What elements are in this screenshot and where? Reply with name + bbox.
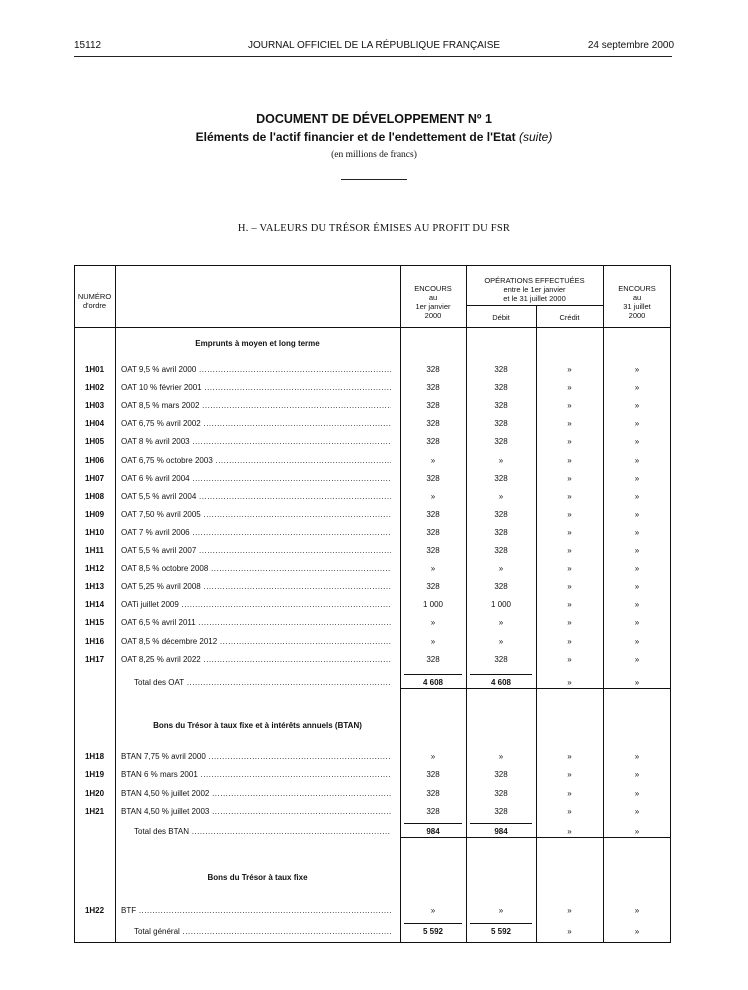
row-label: OAT 8,5 % décembre 2012 ..... — [121, 637, 391, 646]
total-underline — [470, 823, 532, 824]
row-label: OAT 5,5 % avril 2004 ..... — [121, 492, 391, 501]
debit-value: 328 — [494, 546, 508, 555]
table-row — [74, 653, 671, 667]
debit-value: 328 — [494, 401, 508, 410]
encours-end-value: » — [634, 474, 640, 483]
debit-value: 328 — [494, 582, 508, 591]
encours-start-value: 328 — [426, 546, 440, 555]
header-operations: OPÉRATIONS EFFECTUÉES entre le 1er janvier et le 31 juillet 2000 — [484, 276, 585, 303]
encours-end-value: » — [634, 752, 640, 761]
credit-value: » — [567, 906, 572, 915]
total-underline — [470, 923, 532, 924]
credit-value: » — [567, 419, 572, 428]
journal-title: JOURNAL OFFICIEL DE LA RÉPUBLIQUE FRANÇAISE — [247, 40, 501, 51]
encours-end-value: » — [634, 528, 640, 537]
row-number: 1H18 — [84, 752, 105, 761]
credit-value: » — [567, 655, 572, 664]
encours-start-value: 328 — [426, 807, 440, 816]
encours-start-value: 328 — [426, 582, 440, 591]
encours-start-value: 328 — [426, 437, 440, 446]
row-number: 1H08 — [84, 492, 105, 501]
table-row — [74, 750, 671, 764]
encours-start-value: 328 — [426, 474, 440, 483]
debit-value: 1 000 — [490, 600, 512, 609]
encours-end-value: » — [634, 419, 640, 428]
credit-value: » — [567, 807, 572, 816]
debit-value: » — [498, 618, 504, 627]
table-row — [74, 904, 671, 918]
encours-end-value: » — [634, 637, 640, 646]
encours-start-value: 328 — [426, 419, 440, 428]
row-number: 1H04 — [84, 419, 105, 428]
debit-value: 4 608 — [490, 678, 512, 687]
debit-value: » — [498, 492, 504, 501]
table-row — [74, 635, 671, 649]
encours-start-value: » — [430, 456, 436, 465]
document-title: DOCUMENT DE DÉVELOPPEMENT Nº 1 — [256, 112, 492, 126]
header-bottom-rule — [74, 327, 671, 328]
row-number: 1H02 — [84, 383, 105, 392]
row-number: 1H22 — [84, 906, 105, 915]
row-number: 1H21 — [84, 807, 105, 816]
encours-start-value: 328 — [426, 510, 440, 519]
debit-value: 328 — [494, 474, 508, 483]
document-subtitle: Eléments de l'actif financier et de l'endettement de l'Etat (suite) — [195, 130, 553, 144]
encours-start-value: 5 592 — [422, 927, 444, 936]
encours-start-value: » — [430, 564, 436, 573]
debit-value: 984 — [494, 827, 508, 836]
table-row — [74, 768, 671, 782]
encours-end-value: » — [634, 827, 640, 836]
row-label: BTF ..... — [121, 906, 391, 915]
credit-value: » — [567, 437, 572, 446]
credit-value: » — [567, 752, 572, 761]
row-number: 1H15 — [84, 618, 105, 627]
debit-value: 328 — [494, 419, 508, 428]
row-label: BTAN 6 % mars 2001 ..... — [121, 770, 391, 779]
debit-value: 328 — [494, 437, 508, 446]
total-row — [74, 825, 671, 839]
encours-end-value: » — [634, 510, 640, 519]
credit-value: » — [567, 401, 572, 410]
total-underline — [404, 823, 462, 824]
debit-value: 328 — [494, 528, 508, 537]
row-label: Total des OAT ..... — [134, 678, 391, 687]
row-number: 1H14 — [84, 600, 105, 609]
row-label: OAT 6,5 % avril 2011 ..... — [121, 618, 391, 627]
debit-value: 5 592 — [490, 927, 512, 936]
row-label: BTAN 4,50 % juillet 2003 ..... — [121, 807, 391, 816]
encours-end-value: » — [634, 564, 640, 573]
header-encours-start: ENCOURS au 1er janvier 2000 — [414, 284, 452, 320]
credit-value: » — [567, 637, 572, 646]
total-underline — [470, 674, 532, 675]
row-number: 1H20 — [84, 789, 105, 798]
encours-end-value: » — [634, 600, 640, 609]
table-row — [74, 562, 671, 576]
row-label: OAT 7,50 % avril 2005 ..... — [121, 510, 391, 519]
debit-value: » — [498, 752, 504, 761]
encours-end-value: » — [634, 383, 640, 392]
encours-start-value: 328 — [426, 770, 440, 779]
row-label: OAT 9,5 % avril 2000 ..... — [121, 365, 391, 374]
row-label: OAT 7 % avril 2006 ..... — [121, 528, 391, 537]
debit-value: 328 — [494, 789, 508, 798]
encours-end-value: » — [634, 927, 640, 936]
encours-end-value: » — [634, 582, 640, 591]
encours-end-value: » — [634, 401, 640, 410]
total-row — [74, 925, 671, 939]
header-credit: Crédit — [559, 313, 580, 322]
encours-end-value: » — [634, 618, 640, 627]
debit-value: 328 — [494, 770, 508, 779]
encours-end-value: » — [634, 655, 640, 664]
row-number: 1H19 — [84, 770, 105, 779]
header-numero: NUMÉRO d'ordre — [77, 292, 112, 310]
total-underline — [404, 674, 462, 675]
header-encours-end: ENCOURS au 31 juillet 2000 — [618, 284, 656, 320]
debit-value: 328 — [494, 655, 508, 664]
credit-value: » — [567, 678, 572, 687]
encours-start-value: » — [430, 906, 436, 915]
title-divider — [341, 179, 407, 180]
row-number: 1H03 — [84, 401, 105, 410]
credit-value: » — [567, 582, 572, 591]
row-label: Total général ..... — [134, 927, 391, 936]
table-row — [74, 472, 671, 486]
row-label: OATi juillet 2009 ..... — [121, 600, 391, 609]
encours-start-value: 984 — [426, 827, 440, 836]
row-number: 1H10 — [84, 528, 105, 537]
credit-value: » — [567, 770, 572, 779]
credit-value: » — [567, 510, 572, 519]
encours-end-value: » — [634, 546, 640, 555]
row-label: OAT 10 % février 2001 ..... — [121, 383, 391, 392]
credit-value: » — [567, 927, 572, 936]
credit-value: » — [567, 492, 572, 501]
credit-value: » — [567, 827, 572, 836]
publication-date: 24 septembre 2000 — [587, 40, 674, 51]
table-row — [74, 526, 671, 540]
credit-value: » — [567, 600, 572, 609]
table-row — [74, 399, 671, 413]
credit-value: » — [567, 789, 572, 798]
table-row — [74, 363, 671, 377]
row-label: OAT 6 % avril 2004 ..... — [121, 474, 391, 483]
encours-end-value: » — [634, 678, 640, 687]
total-underline — [404, 923, 462, 924]
debit-value: » — [498, 564, 504, 573]
table-row — [74, 598, 671, 612]
credit-value: » — [567, 383, 572, 392]
encours-start-value: 328 — [426, 401, 440, 410]
row-number: 1H12 — [84, 564, 105, 573]
debit-value: 328 — [494, 383, 508, 392]
encours-start-value: » — [430, 618, 436, 627]
row-number: 1H16 — [84, 637, 105, 646]
encours-start-value: 4 608 — [422, 678, 444, 687]
encours-end-value: » — [634, 365, 640, 374]
row-label: Total des BTAN ..... — [134, 827, 391, 836]
encours-end-value: » — [634, 906, 640, 915]
encours-start-value: » — [430, 637, 436, 646]
total-row — [74, 676, 671, 690]
credit-value: » — [567, 456, 572, 465]
encours-end-value: » — [634, 456, 640, 465]
table-row — [74, 805, 671, 819]
row-label: OAT 6,75 % avril 2002 ..... — [121, 419, 391, 428]
credit-value: » — [567, 528, 572, 537]
encours-start-value: 328 — [426, 655, 440, 664]
encours-start-value: 328 — [426, 789, 440, 798]
encours-start-value: 328 — [426, 365, 440, 374]
table-row — [74, 616, 671, 630]
row-label: OAT 8,5 % mars 2002 ..... — [121, 401, 391, 410]
table-row — [74, 508, 671, 522]
debit-value: » — [498, 637, 504, 646]
row-number: 1H09 — [84, 510, 105, 519]
table-row — [74, 544, 671, 558]
header-rule — [466, 305, 603, 306]
credit-value: » — [567, 365, 572, 374]
encours-end-value: » — [634, 770, 640, 779]
row-number: 1H07 — [84, 474, 105, 483]
credit-value: » — [567, 474, 572, 483]
section-heading: H. – VALEURS DU TRÉSOR ÉMISES AU PROFIT DU FSR — [237, 223, 511, 234]
encours-start-value: 328 — [426, 528, 440, 537]
table-row — [74, 490, 671, 504]
row-number: 1H06 — [84, 456, 105, 465]
debit-value: 328 — [494, 365, 508, 374]
table-row — [74, 787, 671, 801]
encours-end-value: » — [634, 789, 640, 798]
encours-start-value: 328 — [426, 383, 440, 392]
row-label: OAT 5,5 % avril 2007 ..... — [121, 546, 391, 555]
debit-value: » — [498, 906, 504, 915]
row-number: 1H17 — [84, 655, 105, 664]
header-debit: Débit — [492, 313, 510, 322]
row-number: 1H13 — [84, 582, 105, 591]
row-label: OAT 8 % avril 2003 ..... — [121, 437, 391, 446]
encours-start-value: » — [430, 752, 436, 761]
row-label: BTAN 4,50 % juillet 2002 ..... — [121, 789, 391, 798]
debit-value: 328 — [494, 807, 508, 816]
credit-value: » — [567, 546, 572, 555]
section-title-btf: Bons du Trésor à taux fixe — [207, 873, 308, 882]
row-label: OAT 8,5 % octobre 2008 ..... — [121, 564, 391, 573]
row-label: OAT 6,75 % octobre 2003 ..... — [121, 456, 391, 465]
table-row — [74, 454, 671, 468]
debit-value: 328 — [494, 510, 508, 519]
credit-value: » — [567, 618, 572, 627]
section-title-btan: Bons du Trésor à taux fixe et à intérêts annuels (BTAN) — [153, 721, 362, 730]
unit-note: (en millions de francs) — [331, 150, 417, 160]
row-label: OAT 8,25 % avril 2022 ..... — [121, 655, 391, 664]
table-row — [74, 435, 671, 449]
encours-end-value: » — [634, 437, 640, 446]
row-label: OAT 5,25 % avril 2008 ..... — [121, 582, 391, 591]
encours-end-value: » — [634, 807, 640, 816]
header-rule — [74, 56, 672, 57]
table-row — [74, 417, 671, 431]
encours-start-value: 1 000 — [422, 600, 444, 609]
table-row — [74, 580, 671, 594]
encours-start-value: » — [430, 492, 436, 501]
section-title-oat: Emprunts à moyen et long terme — [195, 339, 320, 348]
page-number: 15112 — [74, 40, 102, 51]
row-number: 1H11 — [85, 546, 104, 555]
row-label: BTAN 7,75 % avril 2000 ..... — [121, 752, 391, 761]
row-number: 1H05 — [84, 437, 105, 446]
credit-value: » — [567, 564, 572, 573]
row-number: 1H01 — [84, 365, 105, 374]
encours-end-value: » — [634, 492, 640, 501]
debit-value: » — [498, 456, 504, 465]
table-row — [74, 381, 671, 395]
